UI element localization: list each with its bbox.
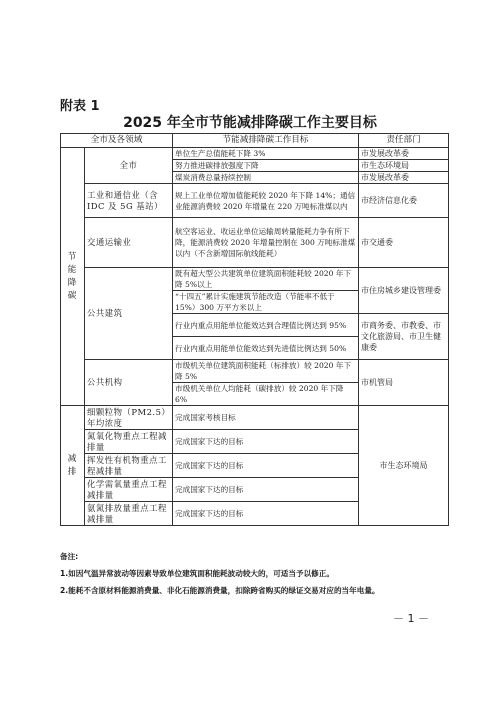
table-header-row	[61, 134, 449, 148]
target-cell: 完成国家下达的目标	[173, 454, 359, 478]
target-cell: 完成国家下达的目标	[173, 430, 359, 454]
annex-label: 附表 1	[60, 99, 100, 114]
target-cell: 完成国家下达的目标	[173, 478, 359, 502]
target-cell: 规上工业单位增加值能耗较 2020 年下降 14%；通信业能源消费较 2020 年增量在 220 万吨标准煤以内	[173, 184, 359, 218]
dept-cell: 市商务委、市教委、市文化旅游局、市卫生健康委	[359, 314, 449, 360]
category-reduction: 减排	[61, 406, 85, 526]
field-transport: 交通运输业	[85, 218, 173, 268]
page-title: 2025 年全市节能减排降碳工作主要目标	[123, 115, 377, 131]
dept-cell: 市发展改革委	[359, 148, 449, 160]
target-cell: 市级机关单位建筑面积能耗（标排放）较 2020 年下降 5%	[173, 360, 359, 383]
field-industry: 工业和通信业（含 IDC 及 5G 基站）	[85, 184, 173, 218]
field-public-institutions: 公共机构	[85, 360, 173, 406]
notes-title: 备注:	[60, 552, 79, 561]
target-cell: 完成国家考核目标	[173, 406, 359, 430]
target-cell: 努力推进碳排放强度下降	[173, 160, 359, 172]
target-cell: 行业内重点用能单位能效达到先进值比例达到 50%	[173, 337, 359, 360]
field-reduction: 细颗粒物（PM2.5）年均浓度	[85, 406, 173, 430]
field-city: 全市	[85, 148, 173, 184]
targets-table	[60, 133, 449, 526]
field-reduction: 化学需氧量重点工程减排量	[85, 478, 173, 502]
target-cell: 煤炭消费总量持续控制	[173, 172, 359, 184]
dept-cell: 市生态环境局	[359, 160, 449, 172]
dept-cell: 市经济信息化委	[359, 184, 449, 218]
table-row	[61, 148, 449, 160]
table-row	[61, 218, 449, 268]
field-reduction: 挥发性有机物重点工程减排量	[85, 454, 173, 478]
dept-cell: 市交通委	[359, 218, 449, 268]
note-item: 1.如因气温异常波动等因素导致单位建筑面积能耗波动较大的，可适当予以修正。	[60, 569, 334, 578]
header-field: 全市及各领域	[61, 134, 173, 148]
target-cell: 行业内重点用能单位能效达到合理值比例达到 95%	[173, 314, 359, 337]
target-cell: 完成国家下达的目标	[173, 502, 359, 526]
header-target: 节能减排降碳工作目标	[173, 134, 359, 148]
table-row	[61, 360, 449, 383]
note-item: 2.能耗不含原材料能源消费量、非化石能源消费量，扣除跨省购买的绿证交易对应的当年电量。	[60, 586, 380, 595]
table-row	[61, 406, 449, 430]
target-cell: 航空客运业、收运业单位运输周转量能耗力争有所下降，能源消费较 2020 年增量控制在 300 万吨标准煤以内（不含新增国际航线能耗）	[173, 218, 359, 268]
target-cell: 单位生产总值能耗下降 3%	[173, 148, 359, 160]
table-row	[61, 268, 449, 291]
dept-cell: 市机管局	[359, 360, 449, 406]
table-row	[61, 184, 449, 218]
field-public-buildings: 公共建筑	[85, 268, 173, 360]
notes	[60, 548, 380, 599]
dept-cell: 市发展改革委	[359, 172, 449, 184]
category-energy: 节能降碳	[61, 148, 85, 406]
field-reduction: 氮氧化物重点工程减排量	[85, 430, 173, 454]
dept-cell: 市住房城乡建设管理委	[359, 268, 449, 314]
field-reduction: 氨氮排放量重点工程减排量	[85, 502, 173, 526]
dept-cell: 市生态环境局	[359, 406, 449, 526]
header-dept: 责任部门	[359, 134, 449, 148]
page-number: － 1 －	[393, 612, 429, 625]
target-cell: 市级机关单位人均能耗（碳排放）较 2020 年下降 6%	[173, 383, 359, 406]
target-cell: “十四五”累计实施建筑节能改造（节能率不低于 15%）300 万平方米以上	[173, 291, 359, 314]
target-cell: 既有超大型公共建筑单位建筑面积能耗较 2020 年下降 5%以上	[173, 268, 359, 291]
